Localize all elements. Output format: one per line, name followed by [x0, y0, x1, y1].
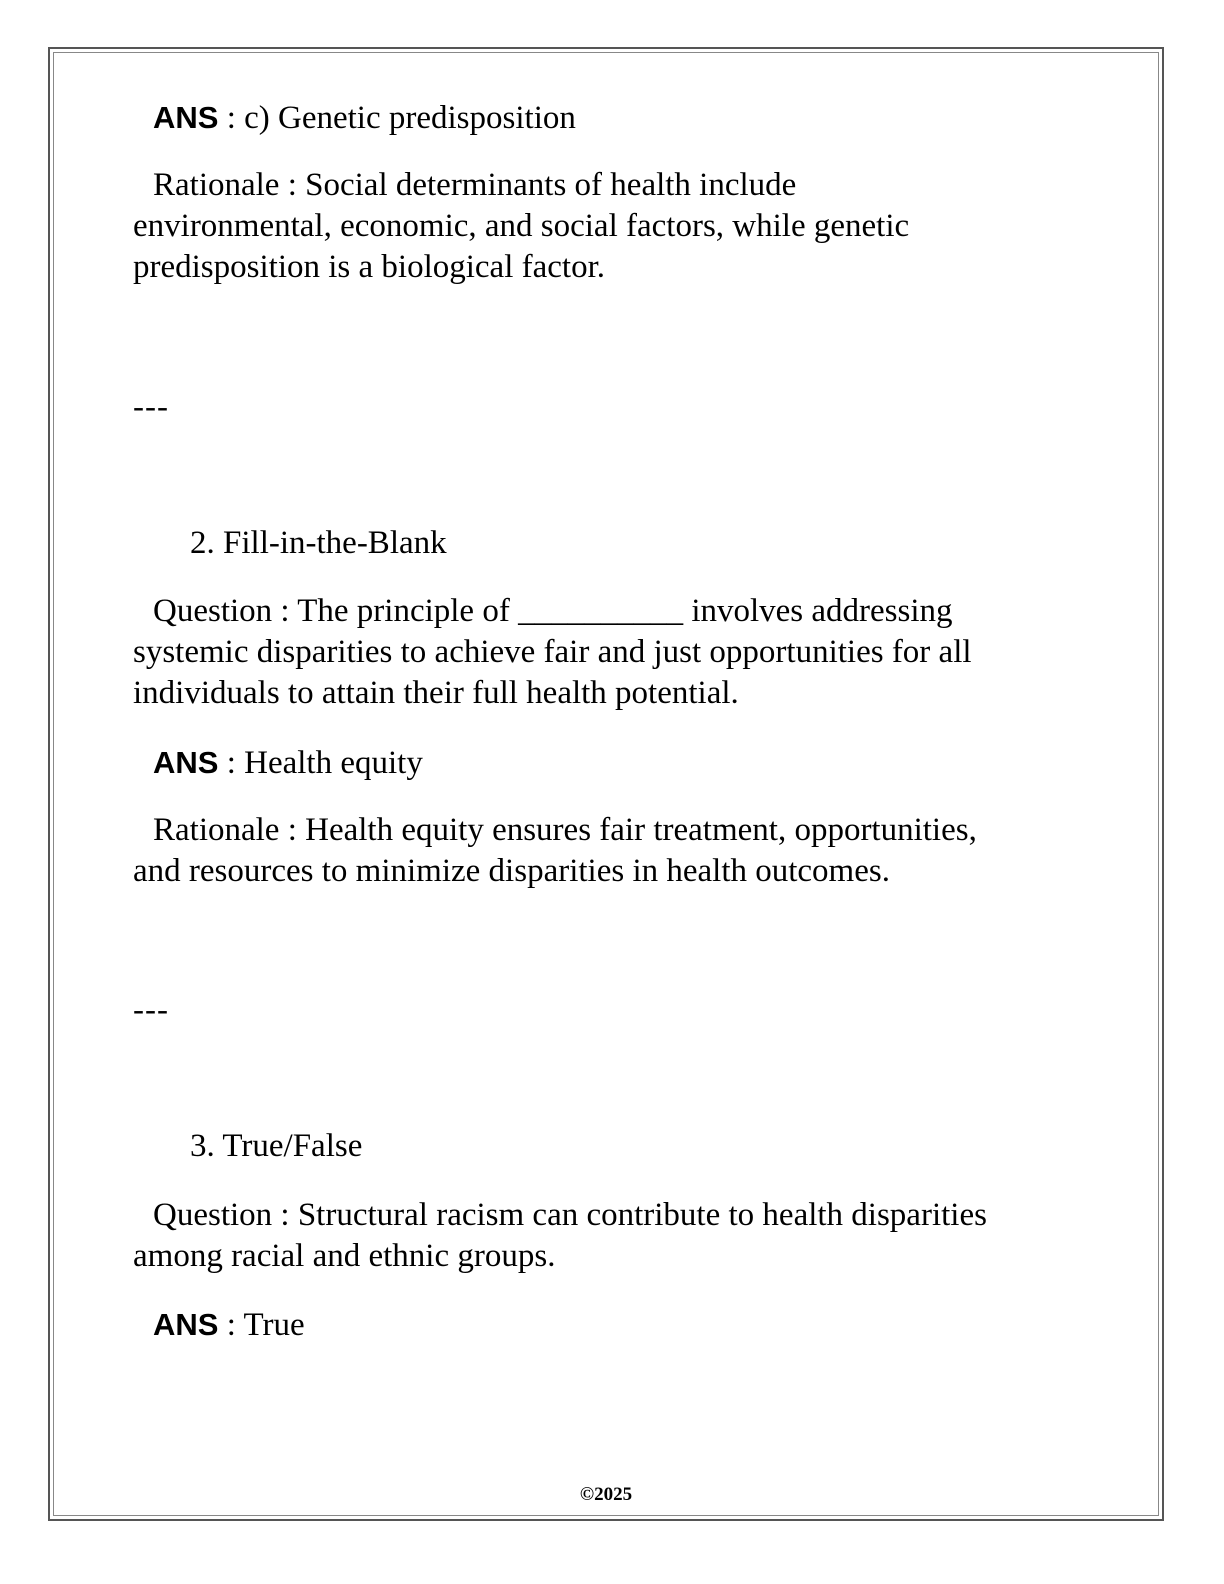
- q2-ans-text: : Health equity: [218, 745, 423, 781]
- q3-question-line-1: Question : Structural racism can contribute to health disparities: [153, 1197, 987, 1233]
- q3-question-line-2: among racial and ethnic groups.: [133, 1238, 556, 1274]
- q2-rationale: [133, 810, 1073, 892]
- separator: ---: [133, 389, 169, 425]
- q2-rationale-line-1: Rationale : Health equity ensures fair treatment, opportunities,: [153, 812, 977, 848]
- q2-rationale-line-2: and resources to minimize disparities in health outcomes.: [133, 853, 890, 889]
- q1-answer: [153, 97, 1093, 139]
- separator: ---: [133, 992, 169, 1028]
- q1-rationale-line-1: Rationale : Social determinants of health include: [153, 167, 797, 203]
- q3-heading: 3. True/False: [190, 1128, 363, 1164]
- q2-question-line-3: individuals to attain their full health potential.: [133, 675, 739, 711]
- q1-ans-label: ANS: [153, 100, 219, 135]
- q3-question: [133, 1195, 1073, 1277]
- q3-answer: [153, 1304, 1093, 1346]
- q1-rationale-line-3: predisposition is a biological factor.: [133, 249, 605, 285]
- q1-ans-text: : c) Genetic predisposition: [218, 100, 576, 136]
- q2-heading: 2. Fill-in-the-Blank: [190, 525, 447, 561]
- q3-ans-label: ANS: [153, 1307, 219, 1342]
- q2-question-line-2: systemic disparities to achieve fair and just opportunities for all: [133, 634, 972, 670]
- q2-question: [133, 591, 1073, 714]
- q2-ans-label: ANS: [153, 745, 219, 780]
- footer-copyright: ©2025: [579, 1484, 633, 1505]
- q1-rationale: [133, 165, 1073, 288]
- q2-question-line-1: Question : The principle of __________ involves addressing: [153, 593, 953, 629]
- q1-rationale-line-2: environmental, economic, and social factors, while genetic: [133, 208, 910, 244]
- q3-ans-text: : True: [218, 1307, 305, 1343]
- q2-answer: [153, 742, 1093, 784]
